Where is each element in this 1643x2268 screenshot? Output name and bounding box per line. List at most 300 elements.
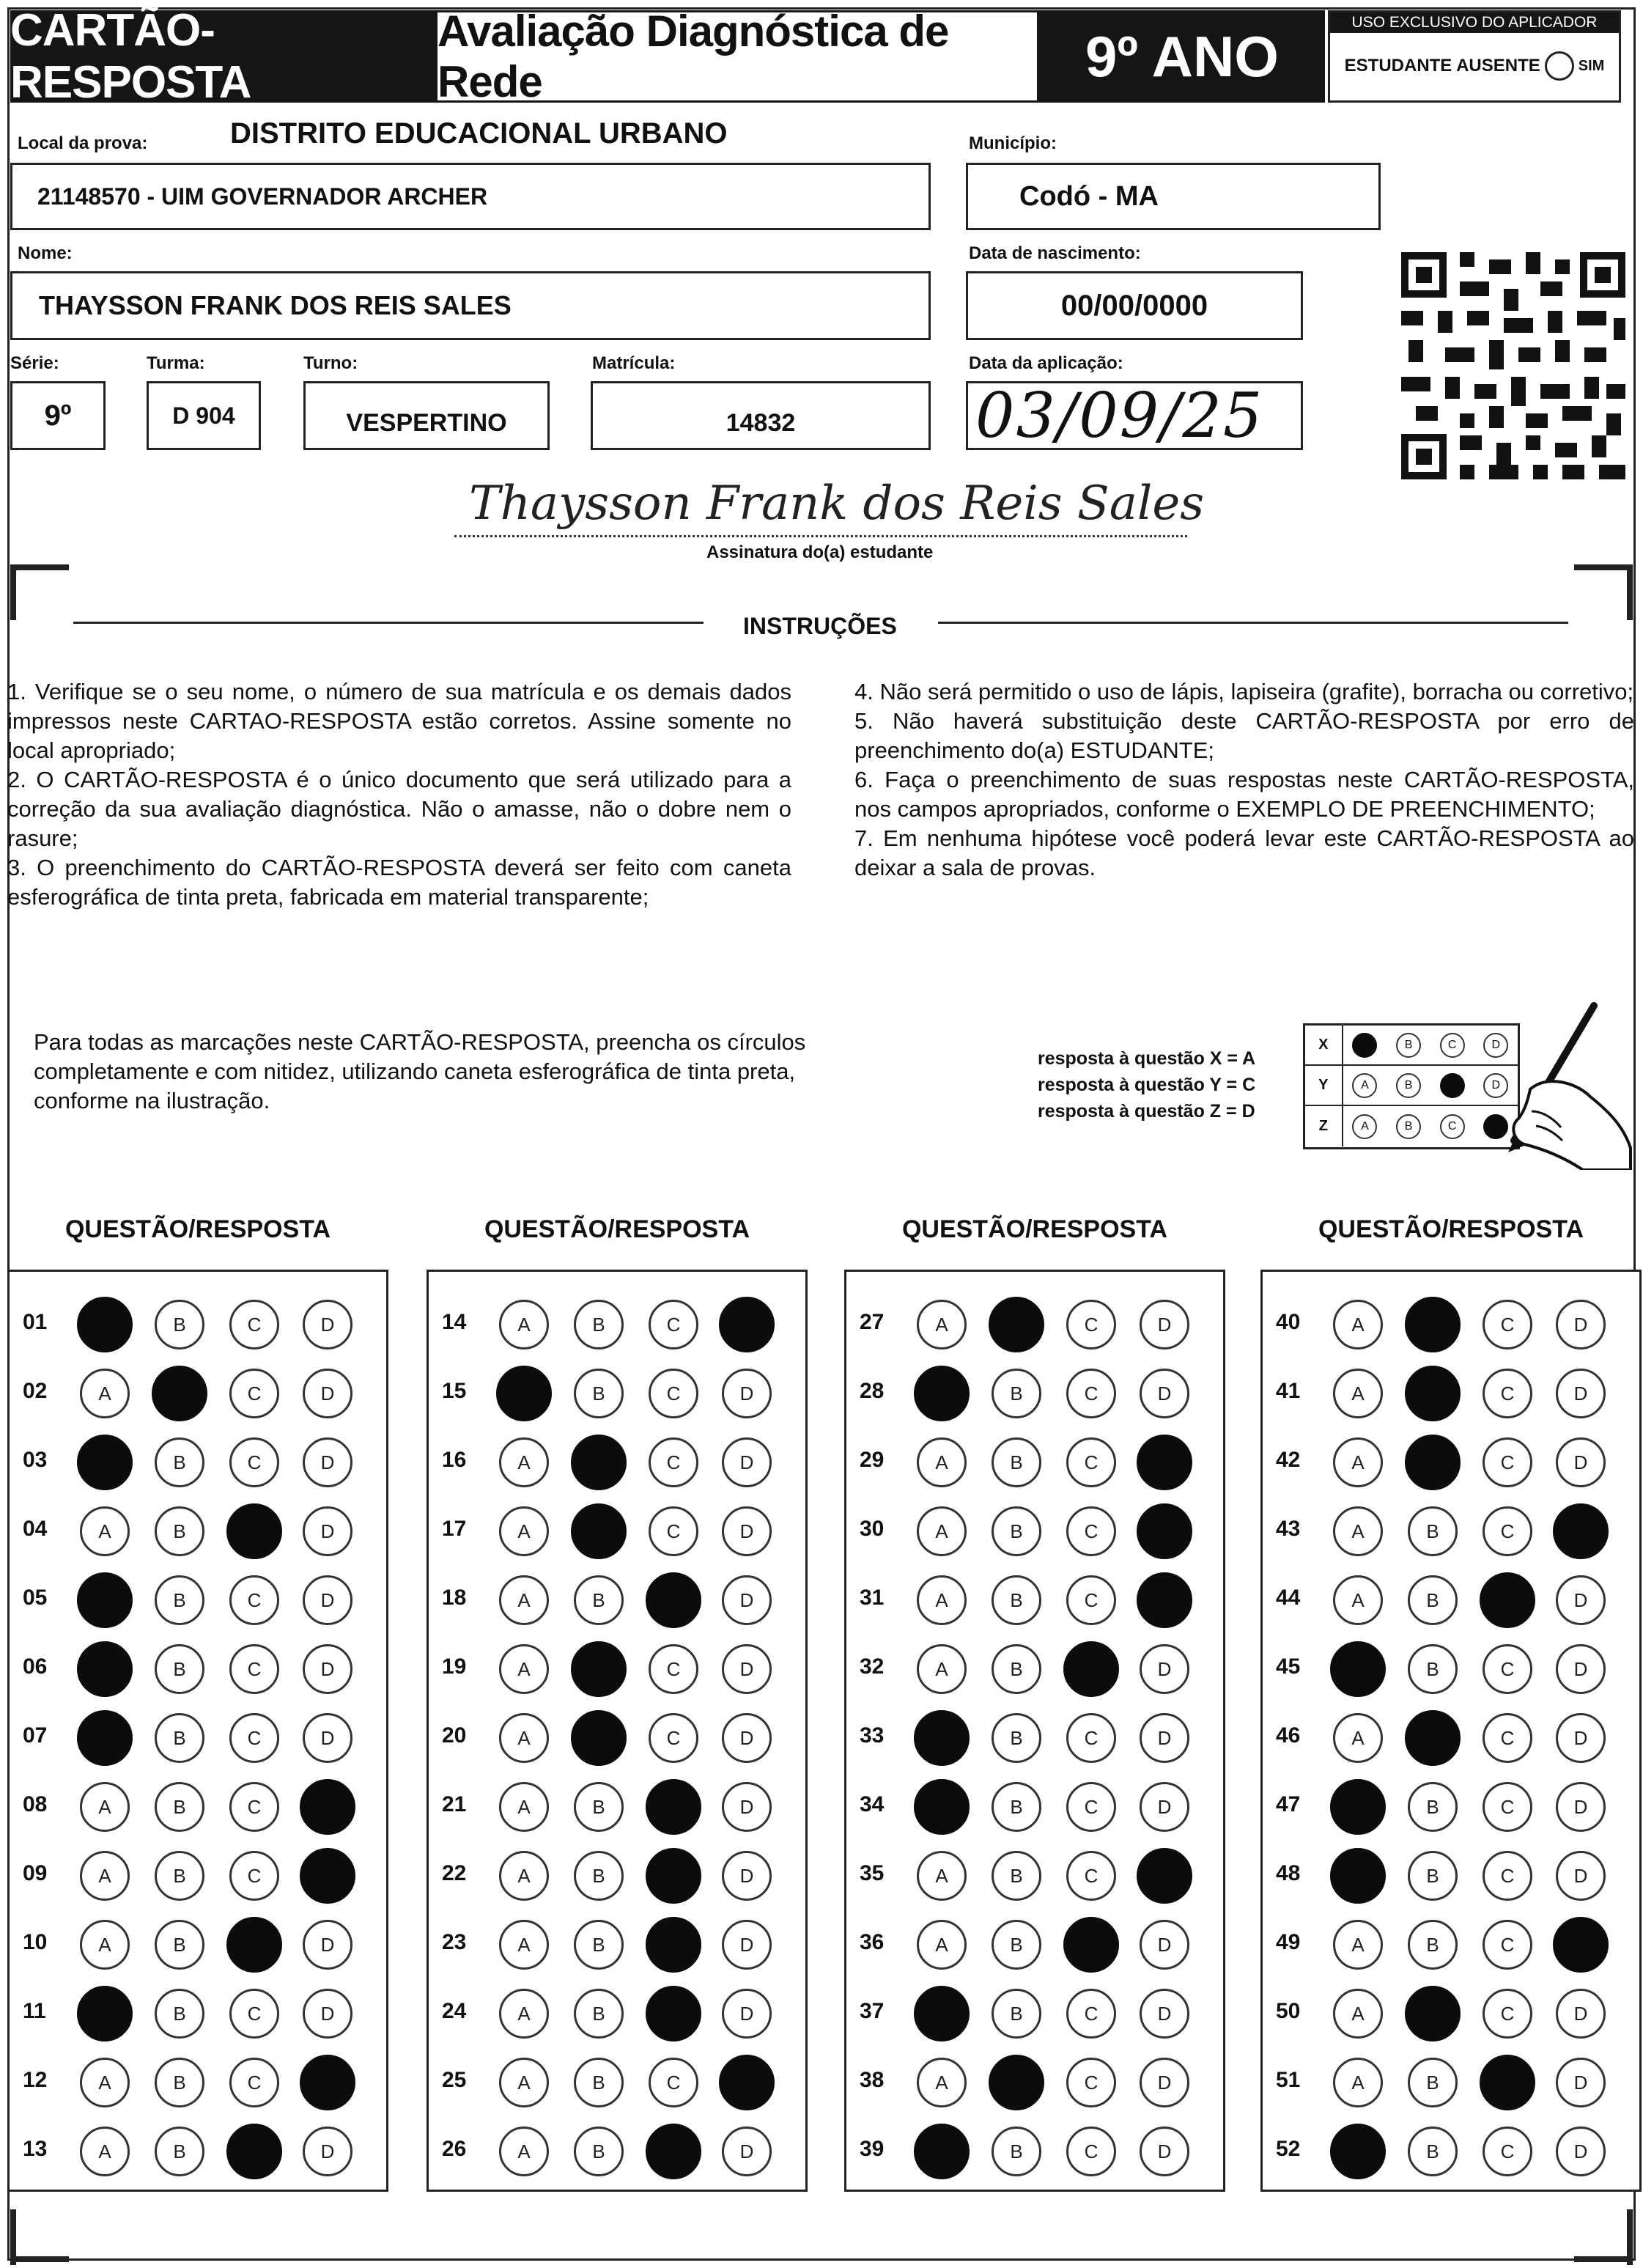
question-number: 37 xyxy=(860,1999,885,2023)
answer-bubble-b[interactable]: B xyxy=(574,1920,624,1970)
answer-bubble-a[interactable]: A xyxy=(77,1297,133,1352)
fill-note: Para todas as marcações neste CARTÃO-RESPOSTA, preencha os círculos completamente e com nitidez, utilizando caneta esferográfica de tinta preta, conforme na ilustração. xyxy=(34,1029,806,1113)
answer-bubble-c[interactable]: C xyxy=(229,1782,279,1832)
answer-bubble-a[interactable]: A xyxy=(1330,2124,1386,2179)
answer-bubble-a[interactable]: A xyxy=(499,1506,549,1556)
question-number: 11 xyxy=(23,1999,46,2023)
answer-bubble-c[interactable]: C xyxy=(1483,1989,1532,2039)
answer-bubble-d[interactable]: D xyxy=(722,1920,772,1970)
answer-row xyxy=(846,1847,1223,1905)
answer-bubble-b[interactable]: B xyxy=(992,1920,1041,1970)
answer-bubble-a[interactable]: A xyxy=(917,1644,967,1694)
answer-bubble-c[interactable]: C xyxy=(1480,1572,1535,1628)
district-name: DISTRITO EDUCACIONAL URBANO xyxy=(230,117,728,150)
answer-column-1 xyxy=(7,1270,388,2192)
answer-row xyxy=(1263,1433,1639,1492)
answer-bubble-c[interactable]: C xyxy=(229,1989,279,2039)
answer-bubble-c[interactable]: C xyxy=(229,1437,279,1487)
answer-bubble-d[interactable]: D xyxy=(1556,1300,1606,1350)
answer-bubble-a[interactable]: A xyxy=(80,1782,130,1832)
question-number: 05 xyxy=(23,1586,48,1610)
answer-bubble-c[interactable]: C xyxy=(1066,1506,1116,1556)
answer-bubble-a[interactable]: A xyxy=(499,2127,549,2176)
answer-bubble-a[interactable]: A xyxy=(1333,2058,1383,2107)
answer-bubble-d[interactable]: D xyxy=(1556,1644,1606,1694)
question-number: 19 xyxy=(442,1654,467,1679)
answer-bubble-a[interactable]: A xyxy=(917,1437,967,1487)
answer-bubble-c[interactable]: C xyxy=(1480,2055,1535,2110)
answer-bubble-c[interactable]: C xyxy=(1066,1989,1116,2039)
example-bubble-b: B xyxy=(1396,1114,1421,1139)
answer-bubble-b[interactable]: B xyxy=(1405,1986,1461,2041)
answer-bubble-b[interactable]: B xyxy=(571,1435,627,1490)
instructions-right xyxy=(854,677,1634,883)
answer-bubble-b[interactable]: B xyxy=(155,1506,204,1556)
turno-label: Turno: xyxy=(303,353,358,373)
answer-bubble-a[interactable]: A xyxy=(1333,1713,1383,1763)
answer-bubble-d[interactable]: D xyxy=(1140,1644,1189,1694)
answer-bubble-b[interactable]: B xyxy=(152,1366,207,1421)
answer-bubble-c[interactable]: C xyxy=(226,1917,282,1973)
answer-bubble-d[interactable]: D xyxy=(303,1506,352,1556)
example-bubble-c: C xyxy=(1440,1073,1465,1098)
answer-bubble-d[interactable]: D xyxy=(1140,1369,1189,1418)
answer-bubble-b[interactable]: B xyxy=(155,1851,204,1901)
answer-bubble-c[interactable]: C xyxy=(649,1644,698,1694)
column-heading: QUESTÃO/RESPOSTA xyxy=(64,1215,331,1243)
answer-row xyxy=(846,1295,1223,1354)
column-heading: QUESTÃO/RESPOSTA xyxy=(484,1215,750,1243)
answer-bubble-c[interactable]: C xyxy=(229,2058,279,2107)
question-number: 10 xyxy=(23,1930,48,1954)
answer-bubble-c[interactable]: C xyxy=(1066,1851,1116,1901)
answer-bubble-d[interactable]: D xyxy=(1140,1713,1189,1763)
answer-bubble-a[interactable]: A xyxy=(499,1782,549,1832)
question-number: 51 xyxy=(1276,2068,1301,2092)
answer-row xyxy=(10,2053,386,2112)
answer-bubble-d[interactable]: D xyxy=(1556,1437,1606,1487)
answer-bubble-a[interactable]: A xyxy=(1333,1300,1383,1350)
answer-bubble-b[interactable]: B xyxy=(574,2058,624,2107)
answer-bubble-b[interactable]: B xyxy=(992,1713,1041,1763)
answer-bubble-d[interactable]: D xyxy=(1140,1300,1189,1350)
answer-bubble-c[interactable]: C xyxy=(229,1851,279,1901)
answer-bubble-c[interactable]: C xyxy=(229,1369,279,1418)
answer-bubble-d[interactable]: D xyxy=(1137,1503,1192,1559)
answer-bubble-c[interactable]: C xyxy=(1066,2127,1116,2176)
answer-bubble-c[interactable]: C xyxy=(1066,1575,1116,1625)
answer-row xyxy=(10,1433,386,1492)
answer-bubble-b[interactable]: B xyxy=(574,1851,624,1901)
answer-bubble-d[interactable]: D xyxy=(722,2127,772,2176)
answer-bubble-c[interactable]: C xyxy=(1483,1713,1532,1763)
column-heading: QUESTÃO/RESPOSTA xyxy=(1318,1215,1584,1243)
answer-bubble-d[interactable]: D xyxy=(1137,1572,1192,1628)
question-number: 30 xyxy=(860,1517,885,1541)
answer-bubble-d[interactable]: D xyxy=(722,1782,772,1832)
answer-bubble-c[interactable]: C xyxy=(649,1300,698,1350)
answer-bubble-a[interactable]: A xyxy=(80,1369,130,1418)
answer-bubble-b[interactable]: B xyxy=(1405,1435,1461,1490)
question-number: 01 xyxy=(23,1310,48,1334)
answer-row xyxy=(10,1295,386,1354)
answer-bubble-a[interactable]: A xyxy=(917,2058,967,2107)
answer-bubble-d[interactable]: D xyxy=(303,1437,352,1487)
answer-bubble-b[interactable]: B xyxy=(155,1575,204,1625)
answer-bubble-d[interactable]: D xyxy=(1556,1989,1606,2039)
answer-bubble-b[interactable]: B xyxy=(1408,1782,1458,1832)
municipio-label: Município: xyxy=(969,133,1057,153)
answer-bubble-a[interactable]: A xyxy=(917,1575,967,1625)
answer-bubble-b[interactable]: B xyxy=(571,1503,627,1559)
answer-bubble-c[interactable]: C xyxy=(1483,2127,1532,2176)
answer-bubble-d[interactable]: D xyxy=(303,1920,352,1970)
applicator-title: USO EXCLUSIVO DO APLICADOR xyxy=(1330,12,1619,33)
local-field: 21148570 - UIM GOVERNADOR ARCHER xyxy=(10,163,931,230)
answer-bubble-c[interactable]: C xyxy=(229,1644,279,1694)
answer-bubble-a[interactable]: A xyxy=(914,1366,970,1421)
answer-row xyxy=(1263,2122,1639,2181)
answer-bubble-c[interactable]: C xyxy=(1066,1437,1116,1487)
answer-bubble-d[interactable]: D xyxy=(722,1989,772,2039)
answer-bubble-d[interactable]: D xyxy=(722,1851,772,1901)
answer-row xyxy=(846,1364,1223,1423)
question-number: 20 xyxy=(442,1723,467,1748)
answer-bubble-b[interactable]: B xyxy=(155,1989,204,2039)
answer-row xyxy=(846,1984,1223,2043)
answer-bubble-c[interactable]: C xyxy=(229,1300,279,1350)
question-number: 13 xyxy=(23,2137,48,2161)
question-number: 50 xyxy=(1276,1999,1301,2023)
answer-bubble-d[interactable]: D xyxy=(1553,1917,1609,1973)
answer-bubble-b[interactable]: B xyxy=(155,1644,204,1694)
question-number: 29 xyxy=(860,1448,885,1472)
answer-row xyxy=(846,1571,1223,1630)
pen-hand-icon xyxy=(1473,1001,1634,1170)
answer-bubble-c[interactable]: C xyxy=(646,1917,701,1973)
answer-bubble-a[interactable]: A xyxy=(499,2058,549,2107)
answer-bubble-b[interactable]: B xyxy=(571,1710,627,1766)
answer-bubble-b[interactable]: B xyxy=(574,1369,624,1418)
turma-label: Turma: xyxy=(147,353,205,373)
answer-bubble-a[interactable]: A xyxy=(499,1920,549,1970)
answer-bubble-c[interactable]: C xyxy=(229,1713,279,1763)
absent-checkbox[interactable] xyxy=(1545,51,1574,81)
answer-bubble-c[interactable]: C xyxy=(1483,1369,1532,1418)
answer-bubble-a[interactable]: A xyxy=(77,1986,133,2041)
question-number: 46 xyxy=(1276,1723,1301,1748)
answer-row xyxy=(429,1433,805,1492)
answer-bubble-d[interactable]: D xyxy=(722,1437,772,1487)
answer-bubble-b[interactable]: B xyxy=(992,1851,1041,1901)
answer-bubble-c[interactable]: C xyxy=(1483,1644,1532,1694)
question-number: 41 xyxy=(1276,1379,1301,1403)
corner-mark xyxy=(10,2256,69,2262)
answer-row xyxy=(846,1915,1223,1974)
answer-bubble-b[interactable]: B xyxy=(1408,1506,1458,1556)
answer-bubble-b[interactable]: B xyxy=(574,1300,624,1350)
answer-bubble-d[interactable]: D xyxy=(1140,1989,1189,2039)
answer-bubble-d[interactable]: D xyxy=(303,1369,352,1418)
question-number: 36 xyxy=(860,1930,885,1954)
answer-bubble-a[interactable]: A xyxy=(80,1851,130,1901)
answer-row xyxy=(10,1847,386,1905)
answer-bubble-d[interactable]: D xyxy=(1137,1435,1192,1490)
answer-bubble-d[interactable]: D xyxy=(1556,1369,1606,1418)
answer-bubble-c[interactable]: C xyxy=(649,1713,698,1763)
answer-bubble-d[interactable]: D xyxy=(719,1297,775,1352)
answer-bubble-a[interactable]: A xyxy=(917,1851,967,1901)
answer-bubble-c[interactable]: C xyxy=(1066,1300,1116,1350)
answer-bubble-a[interactable]: A xyxy=(917,1506,967,1556)
answer-bubble-b[interactable]: B xyxy=(1408,2127,1458,2176)
answer-bubble-b[interactable]: B xyxy=(992,2127,1041,2176)
answer-bubble-b[interactable]: B xyxy=(989,1297,1044,1352)
answer-bubble-a[interactable]: A xyxy=(499,1713,549,1763)
answer-bubble-b[interactable]: B xyxy=(1405,1710,1461,1766)
answer-bubble-a[interactable]: A xyxy=(914,1710,970,1766)
nome-field: THAYSSON FRANK DOS REIS SALES xyxy=(10,271,931,340)
answer-bubble-c[interactable]: C xyxy=(1066,1782,1116,1832)
question-number: 02 xyxy=(23,1379,48,1403)
answer-bubble-d[interactable]: D xyxy=(1556,1782,1606,1832)
answer-bubble-d[interactable]: D xyxy=(303,1575,352,1625)
example-bubble-b: B xyxy=(1396,1073,1421,1098)
question-number: 40 xyxy=(1276,1310,1301,1334)
answer-bubble-a[interactable]: A xyxy=(80,2127,130,2176)
answer-bubble-a[interactable]: A xyxy=(80,1920,130,1970)
answer-bubble-b[interactable]: B xyxy=(992,1644,1041,1694)
answer-bubble-b[interactable]: B xyxy=(155,2058,204,2107)
exam-title: Avaliação Diagnóstica de Rede xyxy=(435,10,1039,103)
answer-bubble-b[interactable]: B xyxy=(1408,1920,1458,1970)
answer-row xyxy=(1263,2053,1639,2112)
answer-bubble-b[interactable]: B xyxy=(1408,2058,1458,2107)
answer-bubble-a[interactable]: A xyxy=(499,1300,549,1350)
answer-bubble-a[interactable]: A xyxy=(77,1435,133,1490)
answer-bubble-a[interactable]: A xyxy=(77,1572,133,1628)
instructions-left xyxy=(7,677,791,912)
turno-field: VESPERTINO xyxy=(303,381,550,450)
answer-column-3 xyxy=(844,1270,1225,2192)
answer-row xyxy=(846,1433,1223,1492)
answer-bubble-a[interactable]: A xyxy=(917,1300,967,1350)
answer-bubble-b[interactable]: B xyxy=(992,1437,1041,1487)
answer-bubble-a[interactable]: A xyxy=(1330,1848,1386,1904)
answer-bubble-a[interactable]: A xyxy=(914,1986,970,2041)
answer-bubble-b[interactable]: B xyxy=(1405,1297,1461,1352)
answer-bubble-d[interactable]: D xyxy=(300,1779,355,1835)
answer-bubble-b[interactable]: B xyxy=(992,1989,1041,2039)
answer-bubble-c[interactable]: C xyxy=(1063,1917,1119,1973)
answer-bubble-d[interactable]: D xyxy=(1140,2058,1189,2107)
answer-bubble-a[interactable]: A xyxy=(1333,1437,1383,1487)
answer-bubble-a[interactable]: A xyxy=(499,1575,549,1625)
absent-option: SIM xyxy=(1578,57,1605,74)
answer-bubble-b[interactable]: B xyxy=(574,1989,624,2039)
answer-bubble-a[interactable]: A xyxy=(499,1989,549,2039)
answer-row xyxy=(429,1571,805,1630)
answer-bubble-c[interactable]: C xyxy=(646,1779,701,1835)
answer-bubble-c[interactable]: C xyxy=(1483,1851,1532,1901)
question-number: 49 xyxy=(1276,1930,1301,1954)
question-number: 31 xyxy=(860,1586,885,1610)
answer-bubble-d[interactable]: D xyxy=(719,2055,775,2110)
divider xyxy=(73,622,704,624)
answer-bubble-d[interactable]: D xyxy=(722,1644,772,1694)
answer-bubble-b[interactable]: B xyxy=(992,1782,1041,1832)
answer-bubble-a[interactable]: A xyxy=(77,1710,133,1766)
answer-bubble-d[interactable]: D xyxy=(1556,2058,1606,2107)
answer-bubble-a[interactable]: A xyxy=(914,2124,970,2179)
answer-bubble-c[interactable]: C xyxy=(1066,1369,1116,1418)
answer-bubble-a[interactable]: A xyxy=(77,1641,133,1697)
question-number: 28 xyxy=(860,1379,885,1403)
question-number: 21 xyxy=(442,1792,467,1816)
answer-bubble-d[interactable]: D xyxy=(722,1713,772,1763)
answer-bubble-d[interactable]: D xyxy=(1140,2127,1189,2176)
answer-bubble-a[interactable]: A xyxy=(1333,1575,1383,1625)
corner-mark xyxy=(1574,2256,1633,2262)
answer-bubble-d[interactable]: D xyxy=(300,2055,355,2110)
answer-bubble-b[interactable]: B xyxy=(155,1437,204,1487)
answer-row xyxy=(429,1295,805,1354)
answer-bubble-d[interactable]: D xyxy=(1556,1713,1606,1763)
answer-bubble-c[interactable]: C xyxy=(649,1369,698,1418)
instruction-item: 3. O preenchimento do CARTÃO-RESPOSTA deverá ser feito com caneta esferográfica de tinta preta, fabricada em material transparente; xyxy=(7,855,791,910)
example-bubble-d: D xyxy=(1483,1073,1508,1098)
answer-bubble-b[interactable]: B xyxy=(1408,1575,1458,1625)
answer-bubble-d[interactable]: D xyxy=(1553,1503,1609,1559)
answer-bubble-d[interactable]: D xyxy=(1140,1920,1189,1970)
answer-bubble-a[interactable]: A xyxy=(1333,1989,1383,2039)
nascimento-label: Data de nascimento: xyxy=(969,243,1141,263)
answer-bubble-a[interactable]: A xyxy=(80,1506,130,1556)
answer-bubble-b[interactable]: B xyxy=(155,2127,204,2176)
answer-bubble-b[interactable]: B xyxy=(574,1575,624,1625)
answer-bubble-b[interactable]: B xyxy=(574,1782,624,1832)
question-number: 12 xyxy=(23,2068,48,2092)
answer-bubble-b[interactable]: B xyxy=(992,1369,1041,1418)
answer-bubble-b[interactable]: B xyxy=(1408,1851,1458,1901)
answer-bubble-d[interactable]: D xyxy=(1556,1575,1606,1625)
answer-bubble-c[interactable]: C xyxy=(646,1848,701,1904)
answer-bubble-d[interactable]: D xyxy=(722,1506,772,1556)
answer-bubble-c[interactable]: C xyxy=(649,1437,698,1487)
answer-bubble-c[interactable]: C xyxy=(229,1575,279,1625)
answer-bubble-d[interactable]: D xyxy=(303,1713,352,1763)
answer-bubble-d[interactable]: D xyxy=(1556,1851,1606,1901)
corner-mark xyxy=(1574,564,1633,570)
instruction-item: 5. Não haverá substituição deste CARTÃO-RESPOSTA por erro de preenchimento do(a) ESTUDANTE; xyxy=(854,708,1634,763)
answer-bubble-c[interactable]: C xyxy=(1066,1713,1116,1763)
answer-bubble-d[interactable]: D xyxy=(722,1369,772,1418)
question-number: 43 xyxy=(1276,1517,1301,1541)
answer-bubble-a[interactable]: A xyxy=(1330,1641,1386,1697)
answer-bubble-a[interactable]: A xyxy=(499,1437,549,1487)
example-legend xyxy=(1038,1045,1255,1124)
answer-row xyxy=(10,1571,386,1630)
answer-row xyxy=(1263,1847,1639,1905)
answer-bubble-c[interactable]: C xyxy=(226,2124,282,2179)
answer-bubble-c[interactable]: C xyxy=(646,1572,701,1628)
answer-bubble-b[interactable]: B xyxy=(155,1713,204,1763)
instructions-heading: INSTRUÇÕES xyxy=(743,613,897,639)
answer-bubble-c[interactable]: C xyxy=(1483,1506,1532,1556)
qr-code-icon xyxy=(1401,252,1625,479)
answer-bubble-c[interactable]: C xyxy=(646,2124,701,2179)
answer-bubble-a[interactable]: A xyxy=(917,1920,967,1970)
example-bubble-c: C xyxy=(1440,1114,1465,1139)
answer-bubble-a[interactable]: A xyxy=(80,2058,130,2107)
answer-bubble-d[interactable]: D xyxy=(1137,1848,1192,1904)
answer-column-4 xyxy=(1260,1270,1642,2192)
answer-bubble-d[interactable]: D xyxy=(303,1644,352,1694)
answer-bubble-b[interactable]: B xyxy=(155,1920,204,1970)
answer-bubble-a[interactable]: A xyxy=(499,1851,549,1901)
answer-bubble-c[interactable]: C xyxy=(646,1986,701,2041)
answer-bubble-d[interactable]: D xyxy=(300,1848,355,1904)
question-number: 35 xyxy=(860,1861,885,1885)
answer-bubble-d[interactable]: D xyxy=(303,2127,352,2176)
answer-bubble-a[interactable]: A xyxy=(499,1644,549,1694)
question-number: 25 xyxy=(442,2068,467,2092)
answer-bubble-c[interactable]: C xyxy=(1066,2058,1116,2107)
answer-bubble-a[interactable]: A xyxy=(496,1366,552,1421)
answer-bubble-b[interactable]: B xyxy=(989,2055,1044,2110)
answer-bubble-d[interactable]: D xyxy=(1556,2127,1606,2176)
answer-bubble-c[interactable]: C xyxy=(1483,1437,1532,1487)
answer-bubble-c[interactable]: C xyxy=(226,1503,282,1559)
answer-bubble-d[interactable]: D xyxy=(303,1989,352,2039)
example-bubble-d: D xyxy=(1483,1114,1508,1139)
answer-bubble-b[interactable]: B xyxy=(574,2127,624,2176)
answer-bubble-d[interactable]: D xyxy=(1140,1782,1189,1832)
answer-row xyxy=(1263,1364,1639,1423)
answer-bubble-b[interactable]: B xyxy=(571,1641,627,1697)
answer-bubble-b[interactable]: B xyxy=(155,1782,204,1832)
example-row-label: X xyxy=(1305,1026,1343,1064)
answer-row xyxy=(10,1984,386,2043)
answer-row xyxy=(846,1709,1223,1767)
answer-bubble-b[interactable]: B xyxy=(155,1300,204,1350)
question-number: 42 xyxy=(1276,1448,1301,1472)
question-number: 45 xyxy=(1276,1654,1301,1679)
question-number: 17 xyxy=(442,1517,467,1541)
answer-bubble-b[interactable]: B xyxy=(992,1506,1041,1556)
answer-bubble-c[interactable]: C xyxy=(1063,1641,1119,1697)
answer-bubble-d[interactable]: D xyxy=(722,1575,772,1625)
answer-bubble-b[interactable]: B xyxy=(992,1575,1041,1625)
answer-bubble-b[interactable]: B xyxy=(1405,1366,1461,1421)
answer-bubble-a[interactable]: A xyxy=(1333,1920,1383,1970)
answer-bubble-c[interactable]: C xyxy=(1483,1920,1532,1970)
question-number: 16 xyxy=(442,1448,467,1472)
signature-line xyxy=(454,535,1187,537)
answer-row xyxy=(1263,1915,1639,1974)
answer-bubble-a[interactable]: A xyxy=(1333,1506,1383,1556)
answer-bubble-a[interactable]: A xyxy=(1330,1779,1386,1835)
answer-bubble-a[interactable]: A xyxy=(914,1779,970,1835)
answer-bubble-b[interactable]: B xyxy=(1408,1644,1458,1694)
answer-bubble-c[interactable]: C xyxy=(649,1506,698,1556)
answer-bubble-c[interactable]: C xyxy=(1483,1300,1532,1350)
answer-bubble-c[interactable]: C xyxy=(649,2058,698,2107)
answer-bubble-c[interactable]: C xyxy=(1483,1782,1532,1832)
answer-bubble-d[interactable]: D xyxy=(303,1300,352,1350)
answer-row xyxy=(846,2122,1223,2181)
answer-bubble-a[interactable]: A xyxy=(1333,1369,1383,1418)
